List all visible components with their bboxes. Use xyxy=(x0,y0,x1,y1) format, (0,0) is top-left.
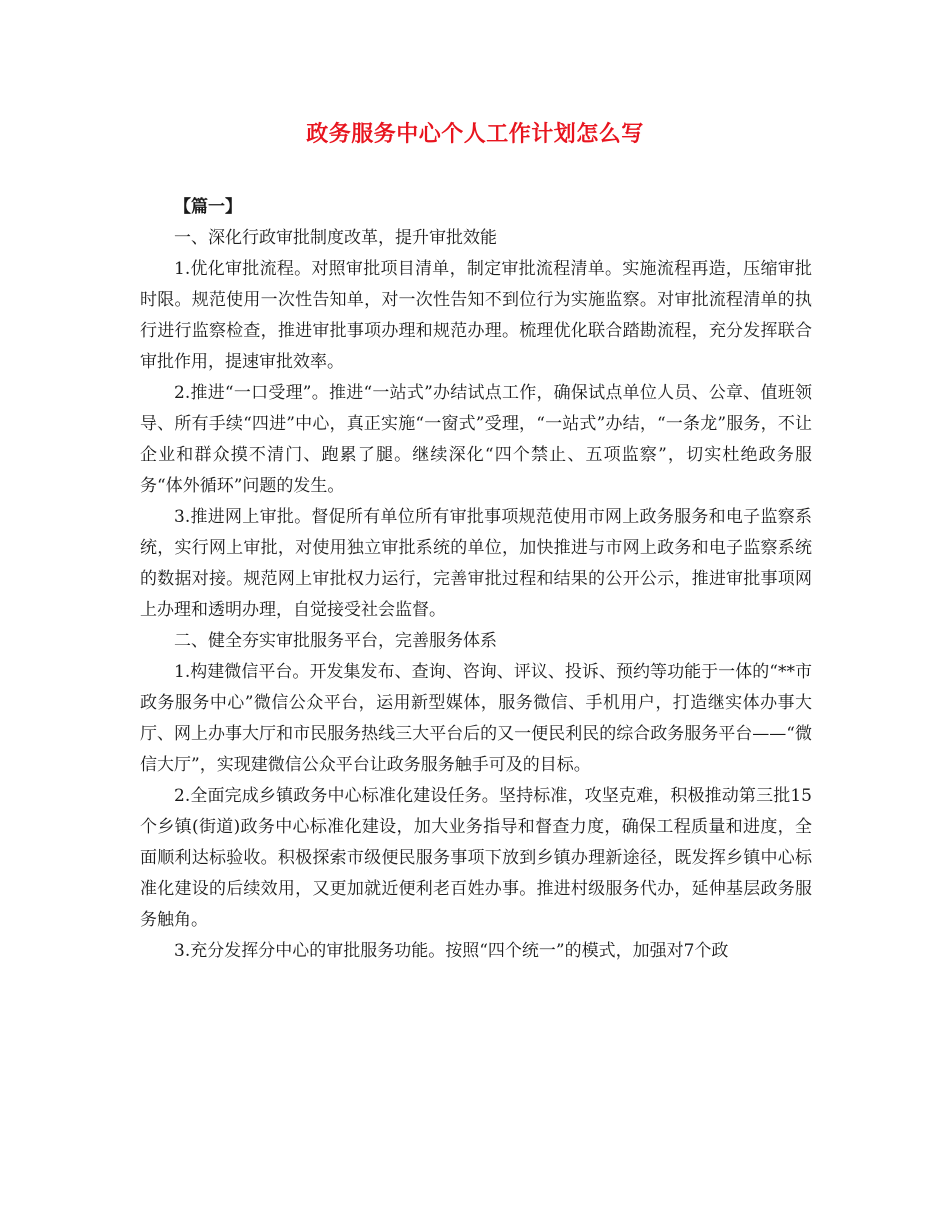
section-heading-2: 二、健全夯实审批服务平台，完善服务体系 xyxy=(174,631,497,651)
paragraph-2-1: 1.构建微信平台。开发集发布、查询、咨询、评议、投诉、预约等功能于一体的“**市政务服务中心”微信公众平台，运用新型媒体，服务微信、手机用户，打造继实体办事大厅、网上办事大厅和市民服务热线三大平台后的又一便民利民的综合政务服务平台——“微信大厅”，实现建微信公众平台让政务服务触手可及的目标。 xyxy=(140,662,812,775)
document-body xyxy=(140,192,812,967)
paragraph-1-1: 1.优化审批流程。对照审批项目清单，制定审批流程清单。实施流程再造，压缩审批时限。规范使用一次性告知单，对一次性告知不到位行为实施监察。对审批流程清单的执行进行监察检查，推进审批事项办理和规范办理。梳理优化联合踏勘流程，充分发挥联合审批作用，提速审批效率。 xyxy=(140,259,812,372)
section-heading-1: 一、深化行政审批制度改革，提升审批效能 xyxy=(174,228,497,248)
paragraph-1-2: 2.推进“一口受理”。推进“一站式”办结试点工作，确保试点单位人员、公章、值班领导、所有手续“四进”中心，真正实施“一窗式”受理，“一站式”办结，“一条龙”服务，不让企业和群众摸不清门、跑累了腿。继续深化“四个禁止、五项监察”，切实杜绝政务服务“体外循环”问题的发生。 xyxy=(140,383,812,496)
paragraph-1-3: 3.推进网上审批。督促所有单位所有审批事项规范使用市网上政务服务和电子监察系统，实行网上审批，对使用独立审批系统的单位，加快推进与市网上政务和电子监察系统的数据对接。规范网上审批权力运行，完善审批过程和结果的公开公示，推进审批事项网上办理和透明办理，自觉接受社会监督。 xyxy=(140,507,812,620)
paragraph-2-2: 2.全面完成乡镇政务中心标准化建设任务。坚持标准，攻坚克难，积极推动第三批15个乡镇(街道)政务中心标准化建设，加大业务指导和督查力度，确保工程质量和进度，全面顺利达标验收。积极探索市级便民服务事项下放到乡镇办理新途径，既发挥乡镇中心标准化建设的后续效用，又更加就近便利老百姓办事。推进村级服务代办，延伸基层政务服务触角。 xyxy=(140,786,812,930)
paragraph-2-3: 3.充分发挥分中心的审批服务功能。按照“四个统一”的模式，加强对7个政 xyxy=(174,941,729,961)
document-title: 政务服务中心个人工作计划怎么写 xyxy=(306,122,644,147)
section-marker: 【篇一】 xyxy=(174,197,242,217)
